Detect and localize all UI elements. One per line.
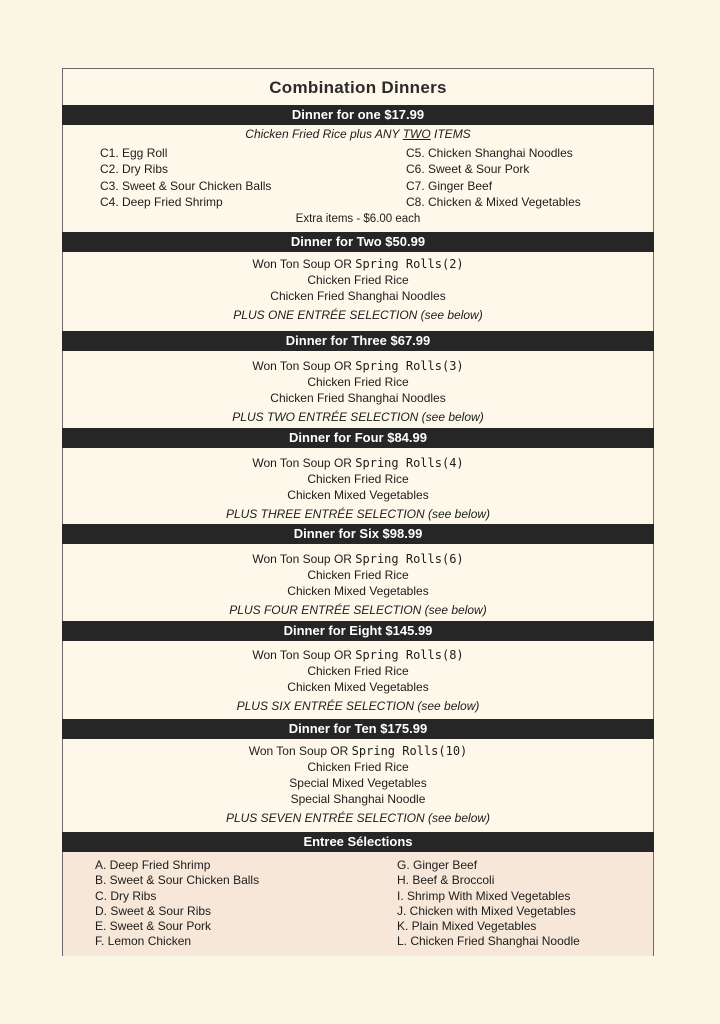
entree-count: PLUS SEVEN ENTRÉE SELECTION (see below) <box>225 811 491 825</box>
list-item: C1. Egg Roll <box>100 146 168 160</box>
list-item: I. Shrimp With Mixed Vegetables <box>397 888 571 903</box>
soup-or-rolls: Won Ton Soup OR Spring Rolls(4) <box>252 456 464 470</box>
list-item: C2. Dry Ribs <box>100 162 169 177</box>
dinner-two-header: Dinner for Two $50.99 <box>62 232 654 252</box>
combination-dinners-menu <box>62 68 654 956</box>
list-item: C. Dry Ribs <box>95 888 157 903</box>
dinner-one-header: Dinner for one $17.99 <box>62 105 654 125</box>
course-item: Chicken Fried Shanghai Noodles <box>270 391 446 405</box>
list-item: E. Sweet & Sour Pork <box>95 919 212 934</box>
dinner-eight-details <box>63 647 653 714</box>
dinner-two-details <box>63 256 653 323</box>
dinner-four-details <box>63 455 653 522</box>
course-item: Chicken Fried Rice <box>307 472 409 486</box>
course-item: Chicken Mixed Vegetables <box>287 584 429 598</box>
dinner-three-details <box>63 358 653 425</box>
soup-or-rolls: Won Ton Soup OR Spring Rolls(10) <box>248 744 468 758</box>
entree-count: PLUS FOUR ENTRÉE SELECTION (see below) <box>229 603 487 617</box>
course-item: Chicken Fried Rice <box>307 375 409 389</box>
entree-count: PLUS ONE ENTRÉE SELECTION (see below) <box>233 308 483 322</box>
soup-or-rolls: Won Ton Soup OR Spring Rolls(2) <box>252 257 464 271</box>
list-item: C7. Ginger Beef <box>406 178 493 193</box>
dinner-one-right-items <box>406 145 581 210</box>
list-item: H. Beef & Broccoli <box>397 873 495 888</box>
dinner-ten-details <box>63 743 653 826</box>
course-item: Chicken Fried Rice <box>307 664 409 678</box>
list-item: B. Sweet & Sour Chicken Balls <box>95 873 260 888</box>
entree-right-list <box>397 858 580 950</box>
soup-or-rolls: Won Ton Soup OR Spring Rolls(8) <box>252 648 464 662</box>
dinner-eight-header: Dinner for Eight $145.99 <box>62 621 654 641</box>
dinner-six-details <box>63 551 653 618</box>
list-item: C8. Chicken & Mixed Vegetables <box>406 194 581 209</box>
list-item: C6. Sweet & Sour Pork <box>406 162 530 177</box>
entree-selections-header: Entree Sélections <box>62 832 654 852</box>
dinner-one-left-items <box>100 145 271 210</box>
course-item: Chicken Fried Rice <box>307 568 409 582</box>
entree-left-list <box>95 858 259 950</box>
course-item: Chicken Mixed Vegetables <box>287 488 429 502</box>
menu-title: Combination Dinners <box>269 78 447 97</box>
course-item: Special Mixed Vegetables <box>289 776 427 790</box>
dinner-four-header: Dinner for Four $84.99 <box>62 428 654 448</box>
dinner-ten-header: Dinner for Ten $175.99 <box>62 719 654 739</box>
soup-or-rolls: Won Ton Soup OR Spring Rolls(3) <box>252 359 464 373</box>
course-item: Special Shanghai Noodle <box>290 792 426 806</box>
extra-items-note: Extra items - $6.00 each <box>295 213 421 225</box>
list-item: K. Plain Mixed Vegetables <box>397 919 537 934</box>
list-item: F. Lemon Chicken <box>95 934 192 949</box>
list-item: G. Ginger Beef <box>397 858 478 872</box>
entree-count: PLUS SIX ENTRÉE SELECTION (see below) <box>236 699 480 713</box>
entree-count: PLUS TWO ENTRÉE SELECTION (see below) <box>232 410 484 424</box>
list-item: J. Chicken with Mixed Vegetables <box>397 903 576 918</box>
dinner-six-header: Dinner for Six $98.99 <box>62 524 654 544</box>
course-item: Chicken Mixed Vegetables <box>287 680 429 694</box>
list-item: C4. Deep Fried Shrimp <box>100 194 223 209</box>
course-item: Chicken Fried Rice <box>307 273 409 287</box>
entree-selections-panel <box>63 851 653 956</box>
course-item: Chicken Fried Rice <box>307 760 409 774</box>
dinner-three-header: Dinner for Three $67.99 <box>62 331 654 351</box>
dinner-one-subtitle: Chicken Fried Rice plus ANY TWO ITEMS <box>245 127 471 141</box>
list-item: D. Sweet & Sour Ribs <box>95 903 212 918</box>
list-item: C5. Chicken Shanghai Noodles <box>406 146 573 160</box>
list-item: A. Deep Fried Shrimp <box>95 858 211 872</box>
list-item: L. Chicken Fried Shanghai Noodle <box>397 934 580 949</box>
course-item: Chicken Fried Shanghai Noodles <box>270 289 446 303</box>
soup-or-rolls: Won Ton Soup OR Spring Rolls(6) <box>252 552 464 566</box>
entree-count: PLUS THREE ENTRÉE SELECTION (see below) <box>225 507 491 521</box>
list-item: C3. Sweet & Sour Chicken Balls <box>100 178 272 193</box>
